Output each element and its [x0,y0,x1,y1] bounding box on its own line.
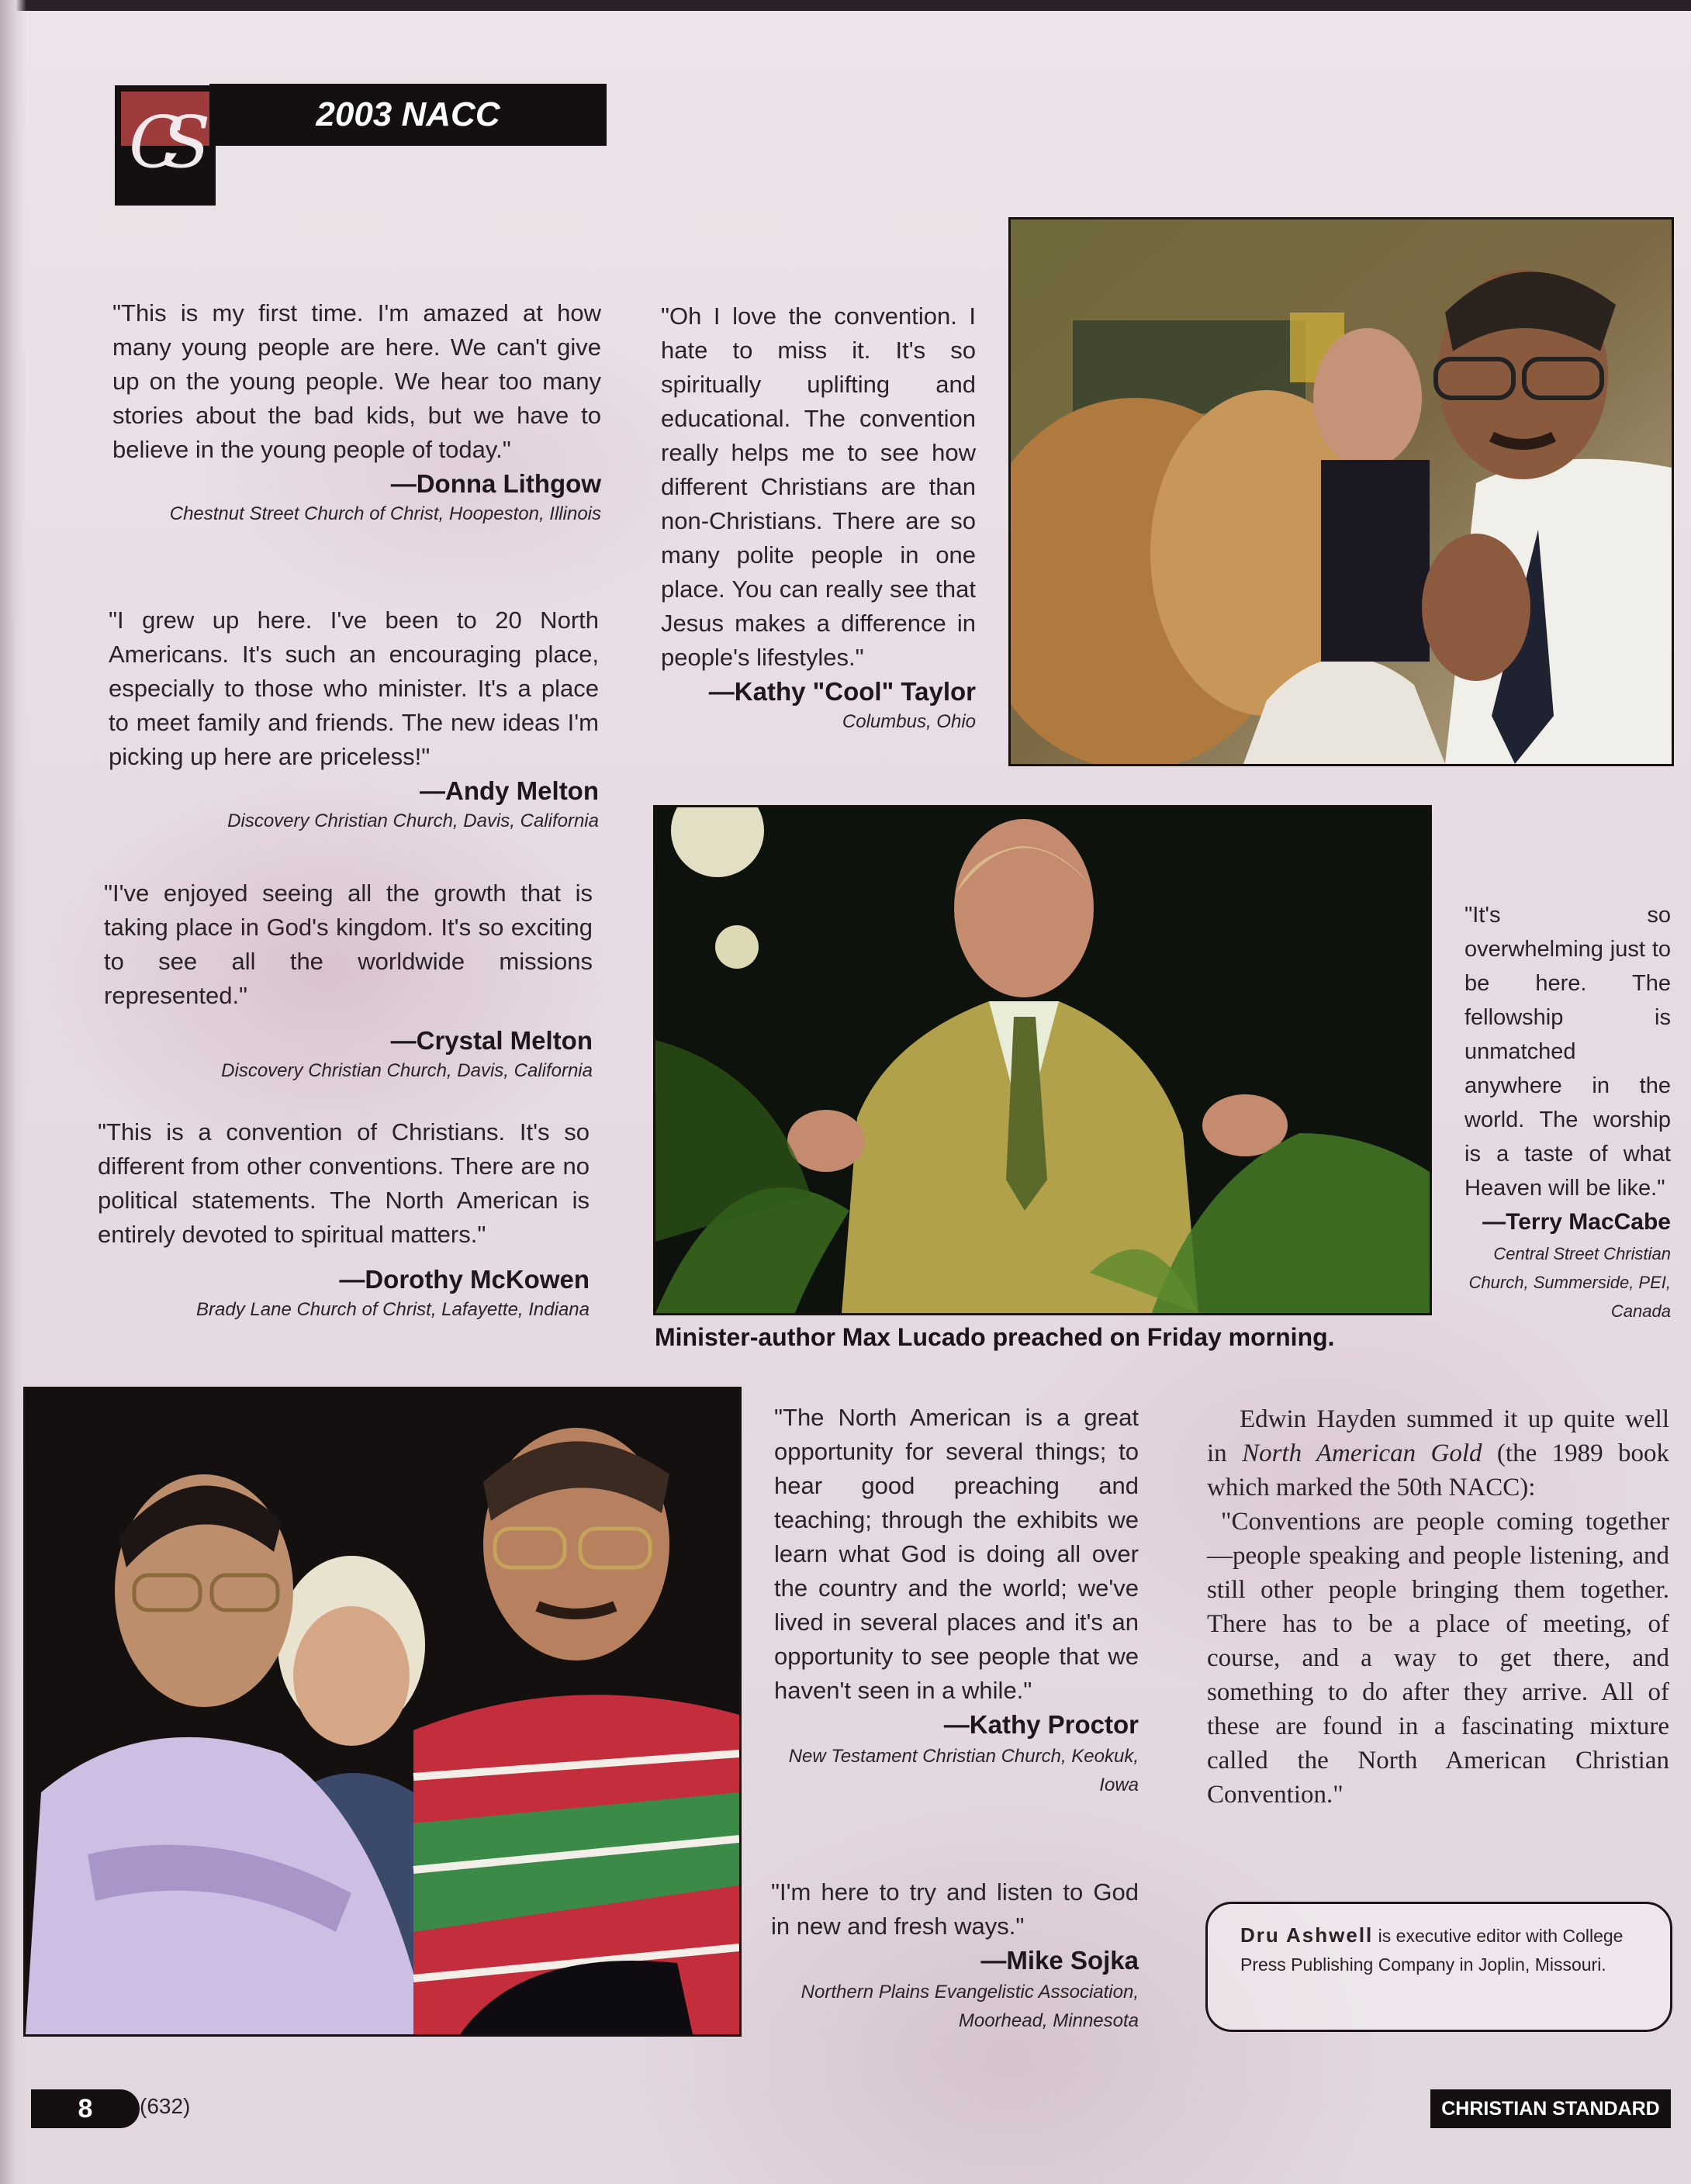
photo-crowd-art [1011,219,1672,764]
quote-author: —Donna Lithgow [390,469,601,498]
quote-text: "I've enjoyed seeing all the growth that is taking place in God's kingdom. It's so exciting to see all the worldwide missions represented." [104,879,593,1009]
quote-author: —Dorothy McKowen [339,1265,590,1294]
intro-text: Edwin Hayden summed it up quite well in [1207,1405,1669,1467]
binding-shadow [0,0,26,2184]
photo-max-lucado [653,805,1432,1315]
intro-text-end: (the 1989 book which marked the 50th NACC): [1207,1439,1669,1502]
author-bio-text: is executive editor with College Press Publishing Company in Joplin, Missouri. [1240,1926,1624,1975]
quote-proctor [774,1401,1139,1799]
quote-affiliation: Brady Lane Church of Christ, Lafayette, Indiana [196,1299,590,1320]
quote-text: "This is my first time. I'm amazed at how many young people are here. We can't give up on the young people. We hear too many stories about the bad kids, but we have to believe in the young people of today." [112,299,601,463]
top-edge [0,0,1691,11]
book-title: North American Gold [1242,1439,1482,1467]
quote-text: "I grew up here. I've been to 20 North Americans. It's such an encouraging place, especially to those who minister. It's a place to meet family and friends. The new ideas I'm picking up here are priceless!" [109,606,599,770]
quote-author: —Crystal Melton [390,1026,593,1055]
logo-letters: CS [129,101,189,184]
photo-caption: Minister-author Max Lucado preached on Friday morning. [655,1323,1335,1351]
quote-text: "Oh I love the convention. I hate to miss it. It's so spiritually uplifting and educational. The convention really helps me to see how different Christians are than non-Christians. There are so many polite people in one place. You can really see that Jesus makes a difference in people's lifestyles." [661,302,976,671]
section-title: 2003 NACC [209,84,607,146]
quote-author: —Kathy "Cool" Taylor [708,677,976,706]
quote-crystal-melton [104,876,593,1083]
photo-convention-crowd [1008,217,1674,766]
cs-logo [115,85,216,206]
closing-article [1207,1402,1669,1812]
photo-audience-art [26,1389,739,2034]
quote-affiliation: New Testament Christian Church, Keokuk, Iowa [788,1746,1139,1795]
quote-text: "It's so overwhelming just to be here. The fellowship is unmatched anywhere in the world. The worship is a taste of what Heaven will be like." [1464,903,1671,1201]
quote-affiliation: Northern Plains Evangelistic Association, Moorhead, Minnesota [801,1982,1139,2031]
quote-sojka [771,1875,1139,2035]
closing-quote: "Conventions are people coming together—people speaking and people listening, and still other people bringing them together. There has to be a place of meeting, of course, and a way to get there, and something to do after they arrive. All of these are found in a fascinating mixture called the North American Christian Convention." [1207,1508,1669,1809]
quote-affiliation: Discovery Christian Church, Davis, California [221,1060,593,1081]
photo-audience [23,1387,742,2037]
quote-maccabe [1464,898,1671,1325]
quote-andy-melton [109,603,599,834]
photo-lucado-art [655,807,1430,1313]
author-bio-box [1205,1902,1672,2032]
page-number: 8 [31,2089,140,2128]
closing-intro [1207,1402,1669,1505]
quote-affiliation: Columbus, Ohio [842,711,976,732]
folio-number: (632) [140,2094,191,2118]
quote-text: "I'm here to try and listen to God in new and fresh ways." [771,1878,1139,1940]
author-name: Dru Ashwell [1240,1923,1374,1947]
quote-affiliation: Central Street Christian Church, Summerside, PEI, Canada [1468,1244,1671,1321]
quote-affiliation: Discovery Christian Church, Davis, California [227,810,599,831]
quote-author: —Andy Melton [420,776,599,805]
quote-mckowen [98,1115,590,1322]
quote-affiliation: Chestnut Street Church of Christ, Hoopeston, Illinois [169,503,601,524]
quote-lithgow [112,296,601,527]
quote-author: —Mike Sojka [980,1946,1139,1975]
author-bio [1240,1921,1650,1979]
quote-text: "This is a convention of Christians. It's so different from other conventions. There are no political statements. The North American is entirely devoted to spiritual matters." [98,1118,590,1248]
quote-text: "The North American is a great opportunity for several things; to hear good preaching and teaching; through the exhibits we learn what God is doing all over the country and the world; we've lived in several places and it's an opportunity to see people that we haven't seen in a while." [774,1404,1139,1704]
quote-author: —Terry MacCabe [1482,1209,1671,1235]
magazine-brand: CHRISTIAN STANDARD [1430,2089,1671,2128]
quote-taylor [661,299,976,734]
quote-author: —Kathy Proctor [943,1710,1139,1739]
